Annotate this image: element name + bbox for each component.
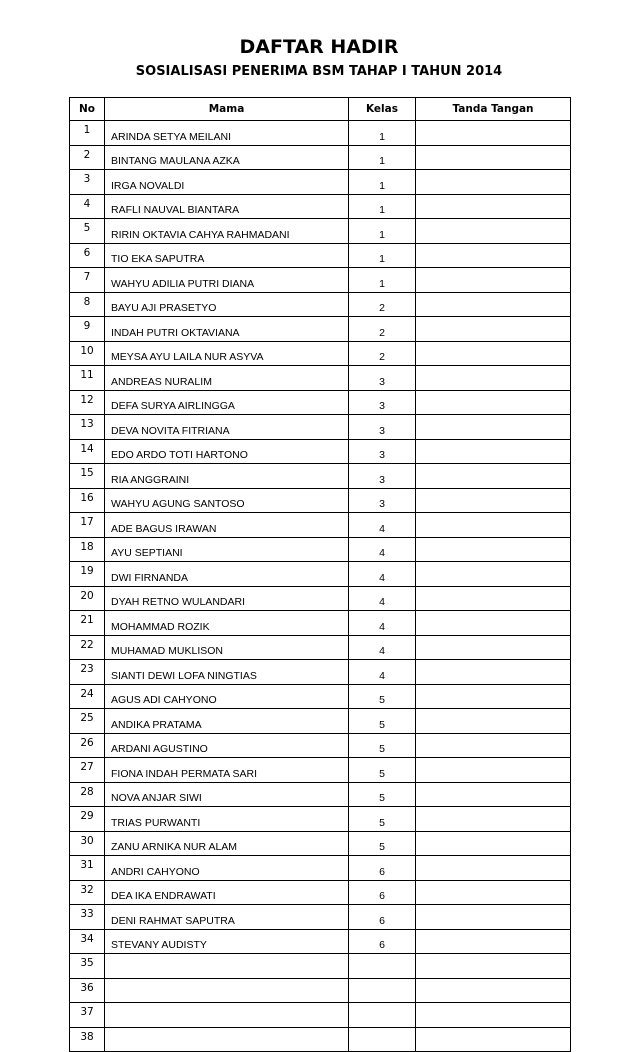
row-number: 34 xyxy=(70,929,105,954)
student-class: 5 xyxy=(349,782,416,807)
signature-cell xyxy=(416,733,571,758)
document-subtitle: SOSIALISASI PENERIMA BSM TAHAP I TAHUN 2014 xyxy=(135,64,503,79)
signature-cell xyxy=(416,194,571,219)
signature-cell xyxy=(416,562,571,587)
student-class: 1 xyxy=(349,219,416,244)
table-row xyxy=(70,660,571,685)
table-row xyxy=(70,929,571,954)
student-class: 5 xyxy=(349,807,416,832)
signature-cell xyxy=(416,880,571,905)
signature-cell xyxy=(416,807,571,832)
row-number: 38 xyxy=(70,1027,105,1052)
row-number: 25 xyxy=(70,709,105,734)
student-name: ARDANI AGUSTINO xyxy=(105,733,349,758)
student-class xyxy=(349,1027,416,1052)
student-class: 4 xyxy=(349,660,416,685)
row-number: 22 xyxy=(70,635,105,660)
row-number: 15 xyxy=(70,464,105,489)
row-number: 31 xyxy=(70,856,105,881)
student-name: INDAH PUTRI OKTAVIANA xyxy=(105,317,349,342)
row-number: 7 xyxy=(70,268,105,293)
row-number: 24 xyxy=(70,684,105,709)
table-row xyxy=(70,366,571,391)
student-name: EDO ARDO TOTI HARTONO xyxy=(105,439,349,464)
student-class: 2 xyxy=(349,317,416,342)
signature-cell xyxy=(416,390,571,415)
document-title: DAFTAR HADIR xyxy=(239,36,399,58)
student-class: 5 xyxy=(349,733,416,758)
student-class: 4 xyxy=(349,562,416,587)
table-row xyxy=(70,121,571,146)
row-number: 4 xyxy=(70,194,105,219)
table-row xyxy=(70,1027,571,1052)
student-class: 5 xyxy=(349,758,416,783)
signature-cell xyxy=(416,831,571,856)
student-name: SIANTI DEWI LOFA NINGTIAS xyxy=(105,660,349,685)
student-class: 5 xyxy=(349,684,416,709)
student-name: IRGA NOVALDI xyxy=(105,170,349,195)
student-class: 3 xyxy=(349,464,416,489)
header-row xyxy=(70,98,571,121)
student-name: DENI RAHMAT SAPUTRA xyxy=(105,905,349,930)
header-name: Mama xyxy=(105,98,349,121)
table-row xyxy=(70,831,571,856)
row-number: 2 xyxy=(70,145,105,170)
table-row xyxy=(70,905,571,930)
table-row xyxy=(70,488,571,513)
student-name: MOHAMMAD ROZIK xyxy=(105,611,349,636)
student-name: TIO EKA SAPUTRA xyxy=(105,243,349,268)
signature-cell xyxy=(416,464,571,489)
table-row xyxy=(70,513,571,538)
signature-cell xyxy=(416,611,571,636)
table-row xyxy=(70,586,571,611)
student-name: MUHAMAD MUKLISON xyxy=(105,635,349,660)
student-name: AGUS ADI CAHYONO xyxy=(105,684,349,709)
student-name: ARINDA SETYA MEILANI xyxy=(105,121,349,146)
student-name: RIA ANGGRAINI xyxy=(105,464,349,489)
table-row xyxy=(70,856,571,881)
student-name: ANDIKA PRATAMA xyxy=(105,709,349,734)
table-row xyxy=(70,415,571,440)
attendance-table xyxy=(69,97,571,1052)
student-class: 1 xyxy=(349,145,416,170)
student-class xyxy=(349,1003,416,1028)
student-class: 5 xyxy=(349,709,416,734)
student-name: STEVANY AUDISTY xyxy=(105,929,349,954)
table-row xyxy=(70,317,571,342)
row-number: 33 xyxy=(70,905,105,930)
signature-cell xyxy=(416,1003,571,1028)
signature-cell xyxy=(416,660,571,685)
row-number: 11 xyxy=(70,366,105,391)
table-row xyxy=(70,243,571,268)
student-name: DEFA SURYA AIRLINGGA xyxy=(105,390,349,415)
student-class: 4 xyxy=(349,635,416,660)
signature-cell xyxy=(416,439,571,464)
signature-cell xyxy=(416,366,571,391)
header-no: No xyxy=(70,98,105,121)
row-number: 37 xyxy=(70,1003,105,1028)
signature-cell xyxy=(416,292,571,317)
student-name: NOVA ANJAR SIWI xyxy=(105,782,349,807)
header-signature: Tanda Tangan xyxy=(416,98,571,121)
table-row xyxy=(70,709,571,734)
signature-cell xyxy=(416,1027,571,1052)
signature-cell xyxy=(416,317,571,342)
signature-cell xyxy=(416,856,571,881)
row-number: 6 xyxy=(70,243,105,268)
row-number: 23 xyxy=(70,660,105,685)
table-row xyxy=(70,170,571,195)
signature-cell xyxy=(416,537,571,562)
student-class xyxy=(349,954,416,979)
student-name xyxy=(105,1003,349,1028)
signature-cell xyxy=(416,954,571,979)
table-row xyxy=(70,611,571,636)
row-number: 18 xyxy=(70,537,105,562)
student-class: 1 xyxy=(349,170,416,195)
student-name: DWI FIRNANDA xyxy=(105,562,349,587)
row-number: 1 xyxy=(70,121,105,146)
row-number: 13 xyxy=(70,415,105,440)
row-number: 10 xyxy=(70,341,105,366)
student-name: RIRIN OKTAVIA CAHYA RAHMADANI xyxy=(105,219,349,244)
student-class: 6 xyxy=(349,905,416,930)
table-row xyxy=(70,464,571,489)
table-row xyxy=(70,978,571,1003)
table-row xyxy=(70,807,571,832)
signature-cell xyxy=(416,635,571,660)
student-class: 4 xyxy=(349,611,416,636)
student-name: AYU SEPTIANI xyxy=(105,537,349,562)
table-row xyxy=(70,145,571,170)
row-number: 20 xyxy=(70,586,105,611)
student-name xyxy=(105,954,349,979)
student-class: 6 xyxy=(349,856,416,881)
student-class: 6 xyxy=(349,929,416,954)
table-row xyxy=(70,1003,571,1028)
row-number: 30 xyxy=(70,831,105,856)
student-class: 3 xyxy=(349,390,416,415)
row-number: 29 xyxy=(70,807,105,832)
student-class: 1 xyxy=(349,194,416,219)
student-class: 5 xyxy=(349,831,416,856)
student-class: 3 xyxy=(349,366,416,391)
student-class: 1 xyxy=(349,268,416,293)
signature-cell xyxy=(416,145,571,170)
row-number: 5 xyxy=(70,219,105,244)
signature-cell xyxy=(416,905,571,930)
student-class: 2 xyxy=(349,292,416,317)
signature-cell xyxy=(416,782,571,807)
student-name: DEA IKA ENDRAWATI xyxy=(105,880,349,905)
table-row xyxy=(70,635,571,660)
signature-cell xyxy=(416,170,571,195)
signature-cell xyxy=(416,684,571,709)
table-row xyxy=(70,390,571,415)
table-row xyxy=(70,954,571,979)
student-name: ANDREAS NURALIM xyxy=(105,366,349,391)
row-number: 36 xyxy=(70,978,105,1003)
header-class: Kelas xyxy=(349,98,416,121)
student-name: TRIAS PURWANTI xyxy=(105,807,349,832)
student-name: DEVA NOVITA FITRIANA xyxy=(105,415,349,440)
student-class: 4 xyxy=(349,586,416,611)
table-row xyxy=(70,219,571,244)
row-number: 35 xyxy=(70,954,105,979)
student-name: WAHYU AGUNG SANTOSO xyxy=(105,488,349,513)
signature-cell xyxy=(416,341,571,366)
signature-cell xyxy=(416,243,571,268)
row-number: 9 xyxy=(70,317,105,342)
student-name: BAYU AJI PRASETYO xyxy=(105,292,349,317)
table-header xyxy=(70,98,571,121)
signature-cell xyxy=(416,121,571,146)
student-class xyxy=(349,978,416,1003)
row-number: 32 xyxy=(70,880,105,905)
row-number: 16 xyxy=(70,488,105,513)
student-class: 1 xyxy=(349,121,416,146)
row-number: 19 xyxy=(70,562,105,587)
table-row xyxy=(70,758,571,783)
table-row xyxy=(70,439,571,464)
signature-cell xyxy=(416,219,571,244)
row-number: 28 xyxy=(70,782,105,807)
student-class: 6 xyxy=(349,880,416,905)
row-number: 26 xyxy=(70,733,105,758)
student-name: ANDRI CAHYONO xyxy=(105,856,349,881)
student-name: DYAH RETNO WULANDARI xyxy=(105,586,349,611)
row-number: 8 xyxy=(70,292,105,317)
student-class: 3 xyxy=(349,488,416,513)
student-name: MEYSA AYU LAILA NUR ASYVA xyxy=(105,341,349,366)
signature-cell xyxy=(416,978,571,1003)
table-row xyxy=(70,194,571,219)
row-number: 12 xyxy=(70,390,105,415)
signature-cell xyxy=(416,513,571,538)
table-row xyxy=(70,562,571,587)
table-row xyxy=(70,880,571,905)
table-row xyxy=(70,782,571,807)
student-name xyxy=(105,1027,349,1052)
table-row xyxy=(70,292,571,317)
table-row xyxy=(70,537,571,562)
signature-cell xyxy=(416,268,571,293)
student-class: 2 xyxy=(349,341,416,366)
student-name: ADE BAGUS IRAWAN xyxy=(105,513,349,538)
signature-cell xyxy=(416,415,571,440)
row-number: 14 xyxy=(70,439,105,464)
signature-cell xyxy=(416,488,571,513)
signature-cell xyxy=(416,929,571,954)
student-class: 4 xyxy=(349,513,416,538)
student-name: WAHYU ADILIA PUTRI DIANA xyxy=(105,268,349,293)
student-name: RAFLI NAUVAL BIANTARA xyxy=(105,194,349,219)
student-class: 1 xyxy=(349,243,416,268)
table-row xyxy=(70,684,571,709)
table-row xyxy=(70,733,571,758)
row-number: 3 xyxy=(70,170,105,195)
student-name: FIONA INDAH PERMATA SARI xyxy=(105,758,349,783)
row-number: 17 xyxy=(70,513,105,538)
row-number: 27 xyxy=(70,758,105,783)
signature-cell xyxy=(416,586,571,611)
signature-cell xyxy=(416,709,571,734)
student-class: 3 xyxy=(349,415,416,440)
student-name: ZANU ARNIKA NUR ALAM xyxy=(105,831,349,856)
signature-cell xyxy=(416,758,571,783)
student-name xyxy=(105,978,349,1003)
row-number: 21 xyxy=(70,611,105,636)
table-body xyxy=(70,121,571,1052)
student-class: 4 xyxy=(349,537,416,562)
table-row xyxy=(70,341,571,366)
table-row xyxy=(70,268,571,293)
student-name: BINTANG MAULANA AZKA xyxy=(105,145,349,170)
student-class: 3 xyxy=(349,439,416,464)
